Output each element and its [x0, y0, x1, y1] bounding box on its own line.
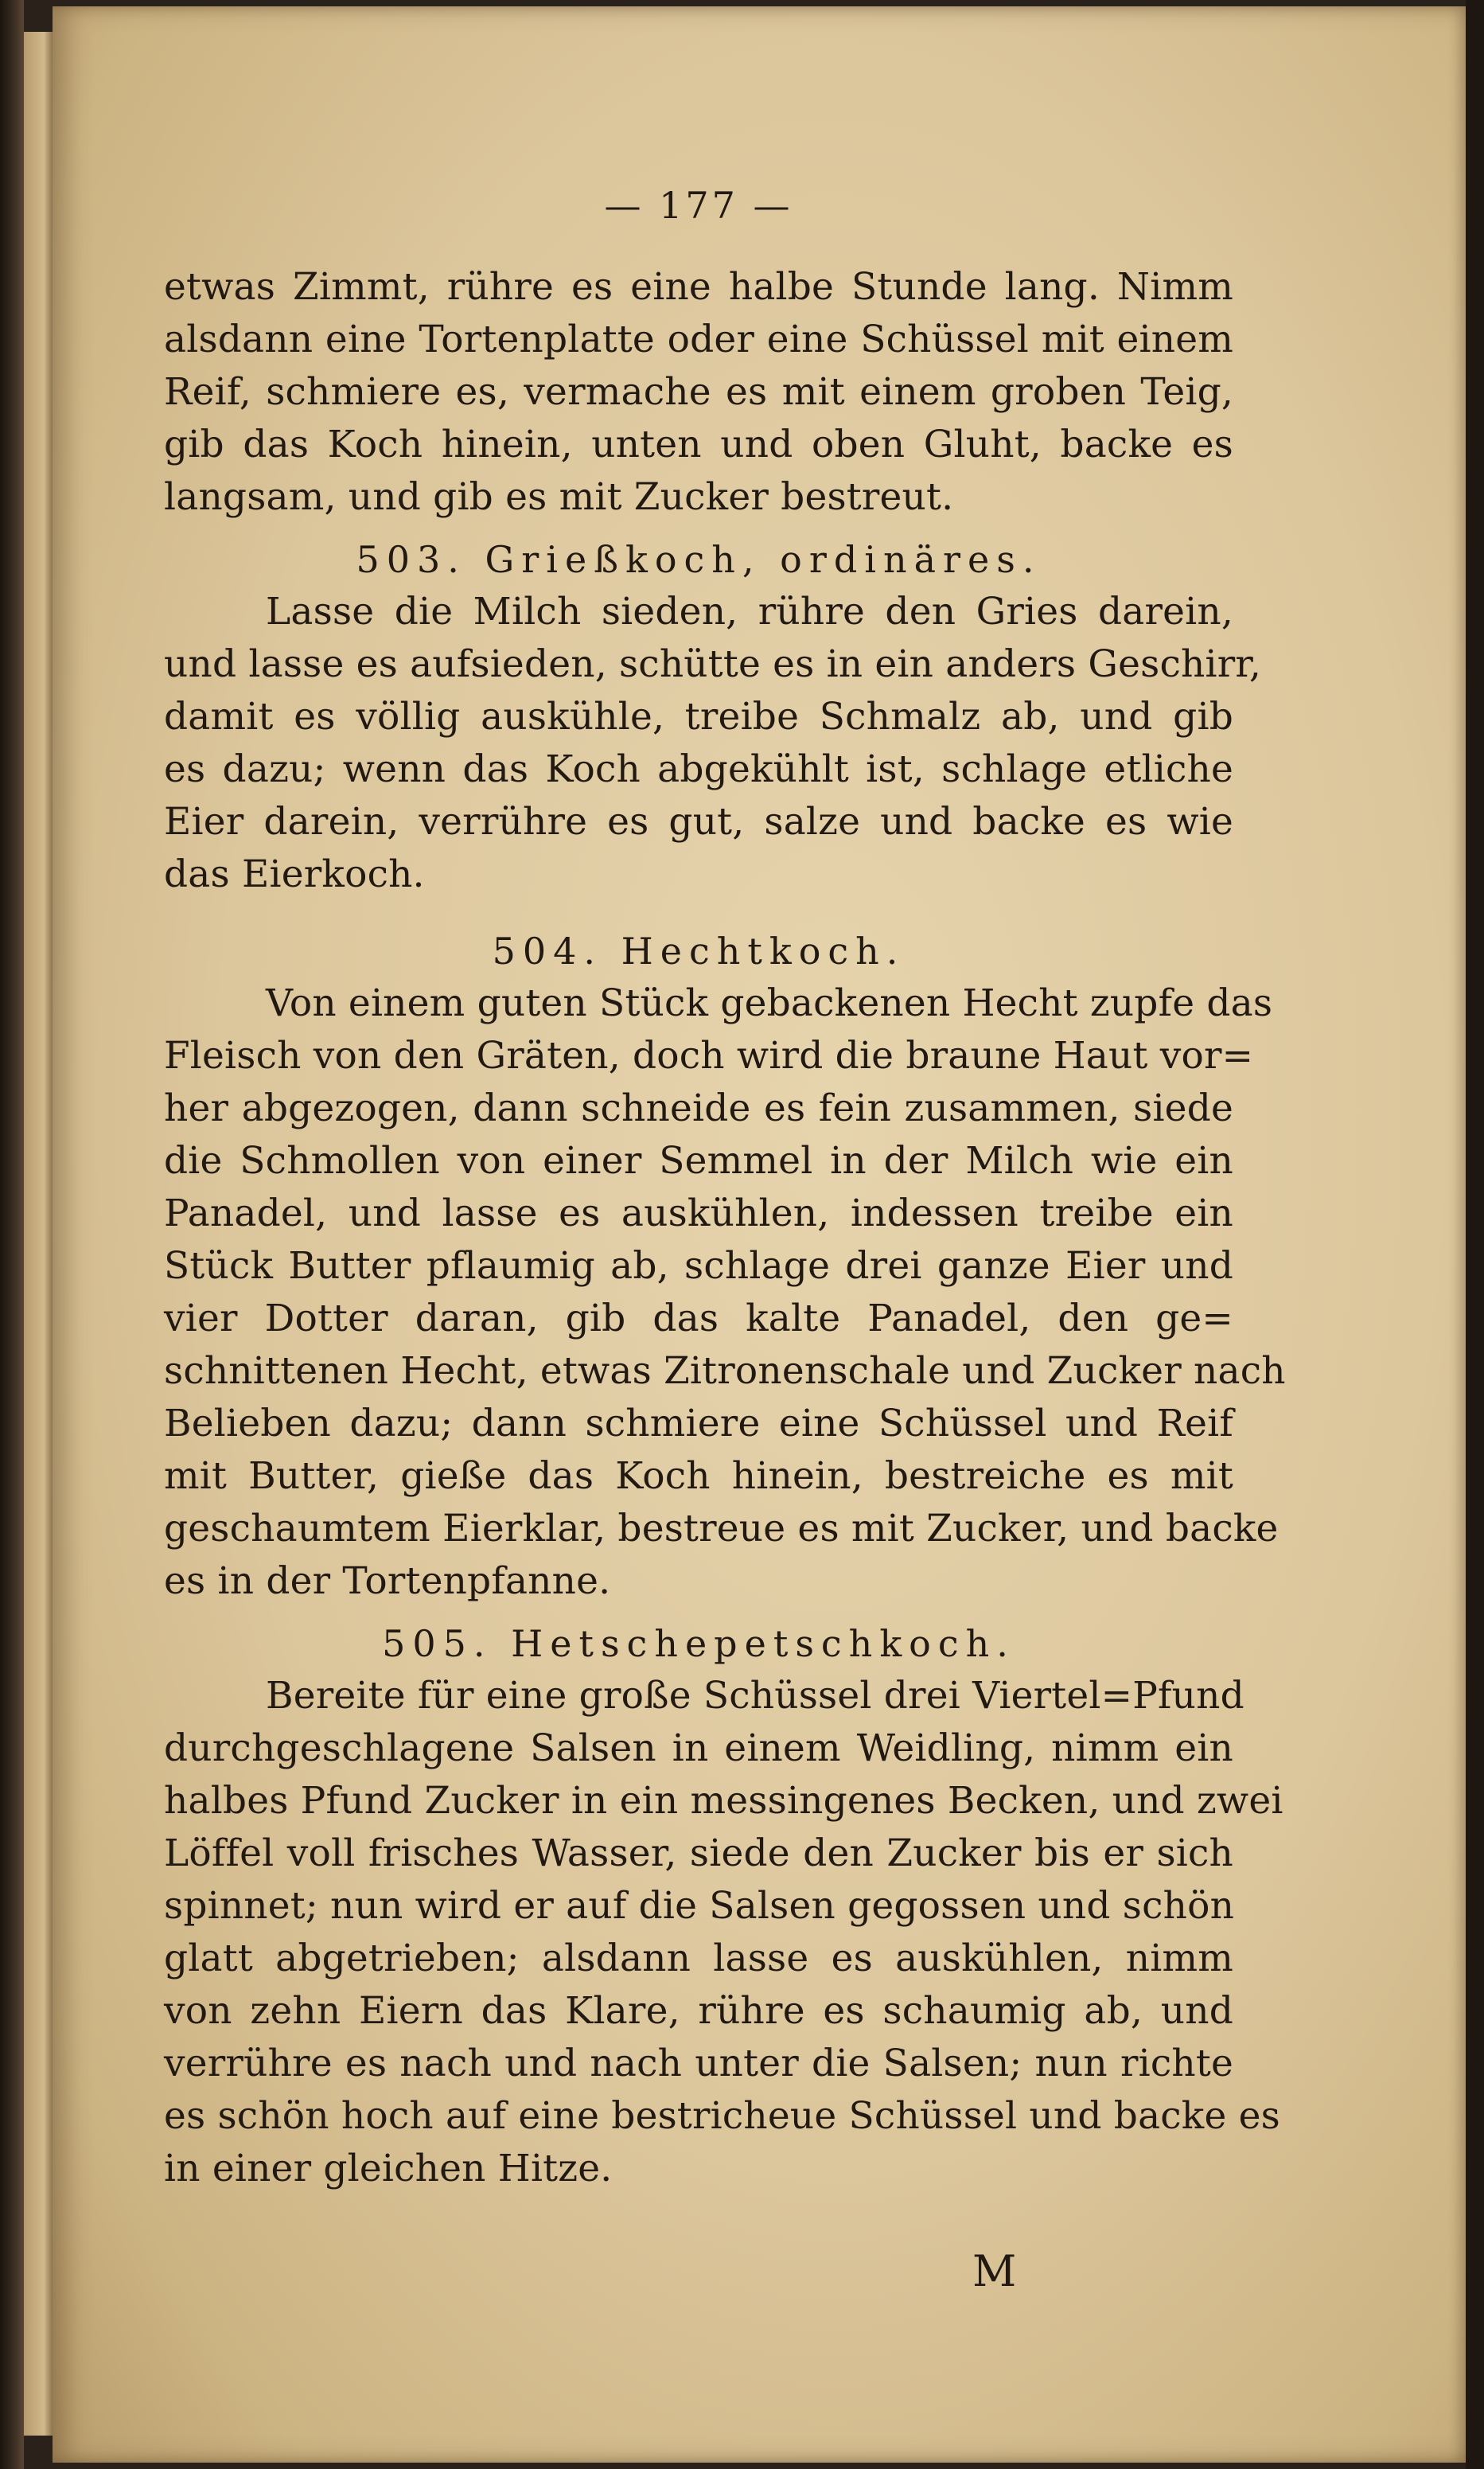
text-line: von zehn Eiern das Klare, rühre es schaumig ab, und: [164, 1989, 1233, 2033]
text-line: langsam, und gib es mit Zucker bestreut.: [164, 475, 954, 519]
text-line: Lasse die Milch sieden, rühre den Gries darein,: [266, 590, 1233, 634]
page-text: [164, 174, 1286, 2195]
book-binding-edge: [0, 0, 24, 2469]
text-line: her abgezogen, dann schneide es fein zusammen, siede: [164, 1086, 1233, 1130]
text-line: damit es völlig auskühle, treibe Schmalz ab, und gib: [164, 695, 1233, 739]
scan-background-edge: [1466, 0, 1484, 2469]
text-line: vier Dotter daran, gib das kalte Panadel, den ge=: [164, 1297, 1233, 1340]
text-line: alsdann eine Tortenplatte oder eine Schüssel mit einem: [164, 318, 1233, 361]
recipe-503-heading: 503. Grießkoch, ordinäres.: [356, 538, 1042, 581]
recipe-505-body: [164, 1670, 1283, 2195]
text-line: Bereite für eine große Schüssel drei Viertel=Pfund: [266, 1674, 1244, 1718]
text-line: Von einem guten Stück gebackenen Hecht zupfe das: [266, 981, 1273, 1025]
recipe-503-body: [164, 586, 1262, 901]
text-line: es in der Tortenpfanne.: [164, 1559, 611, 1603]
page-number-header: — 177 —: [604, 184, 793, 227]
text-line: es dazu; wenn das Koch abgekühlt ist, schlage etliche: [164, 747, 1233, 791]
previous-page-edge: [24, 32, 53, 2436]
text-line: die Schmollen von einer Semmel in der Milch wie ein: [164, 1139, 1233, 1183]
text-line: Stück Butter pflaumig ab, schlage drei ganze Eier und: [164, 1244, 1233, 1288]
text-line: Panadel, und lasse es auskühlen, indessen treibe ein: [164, 1192, 1233, 1235]
recipe-504-heading: 504. Hechtkoch.: [492, 930, 906, 973]
text-line: etwas Zimmt, rühre es eine halbe Stunde lang. Nimm: [164, 265, 1233, 309]
text-line: durchgeschlagene Salsen in einem Weidling, nimm ein: [164, 1726, 1233, 1770]
text-line: glatt abgetrieben; alsdann lasse es auskühlen, nimm: [164, 1937, 1233, 1980]
text-line: Löffel voll frisches Wasser, siede den Zucker bis er sich: [164, 1831, 1233, 1875]
continuation-paragraph: [164, 261, 1233, 524]
text-line: Reif, schmiere es, vermache es mit einem groben Teig,: [164, 370, 1233, 414]
catchword: M: [972, 2246, 1017, 2296]
text-line: es schön hoch auf eine bestricheue Schüssel und backe es: [164, 2094, 1280, 2138]
text-line: schnittenen Hecht, etwas Zitronenschale und Zucker nach: [164, 1349, 1286, 1393]
text-line: und lasse es aufsieden, schütte es in ein anders Geschirr,: [164, 642, 1262, 686]
text-line: Fleisch von den Gräten, doch wird die braune Haut vor=: [164, 1034, 1254, 1078]
text-line: mit Butter, gieße das Koch hinein, bestreiche es mit: [164, 1454, 1233, 1498]
text-line: in einer gleichen Hitze.: [164, 2147, 613, 2190]
text-line: geschaumtem Eierklar, bestreue es mit Zucker, und backe: [164, 1507, 1279, 1550]
recipe-504-body: [164, 977, 1286, 1608]
text-line: halbes Pfund Zucker in ein messingenes Becken, und zwei: [164, 1779, 1283, 1823]
text-line: das Eierkoch.: [164, 852, 425, 896]
recipe-505-heading: 505. Hetschepetschkoch.: [382, 1622, 1015, 1665]
text-line: verrühre es nach und nach unter die Salsen; nun richte: [164, 2042, 1233, 2085]
text-line: gib das Koch hinein, unten und oben Gluht, backe es: [164, 423, 1233, 466]
text-line: Belieben dazu; dann schmiere eine Schüssel und Reif: [164, 1402, 1233, 1445]
text-line: Eier darein, verrühre es gut, salze und backe es wie: [164, 800, 1233, 844]
text-line: spinnet; nun wird er auf die Salsen gegossen und schön: [164, 1884, 1235, 1928]
